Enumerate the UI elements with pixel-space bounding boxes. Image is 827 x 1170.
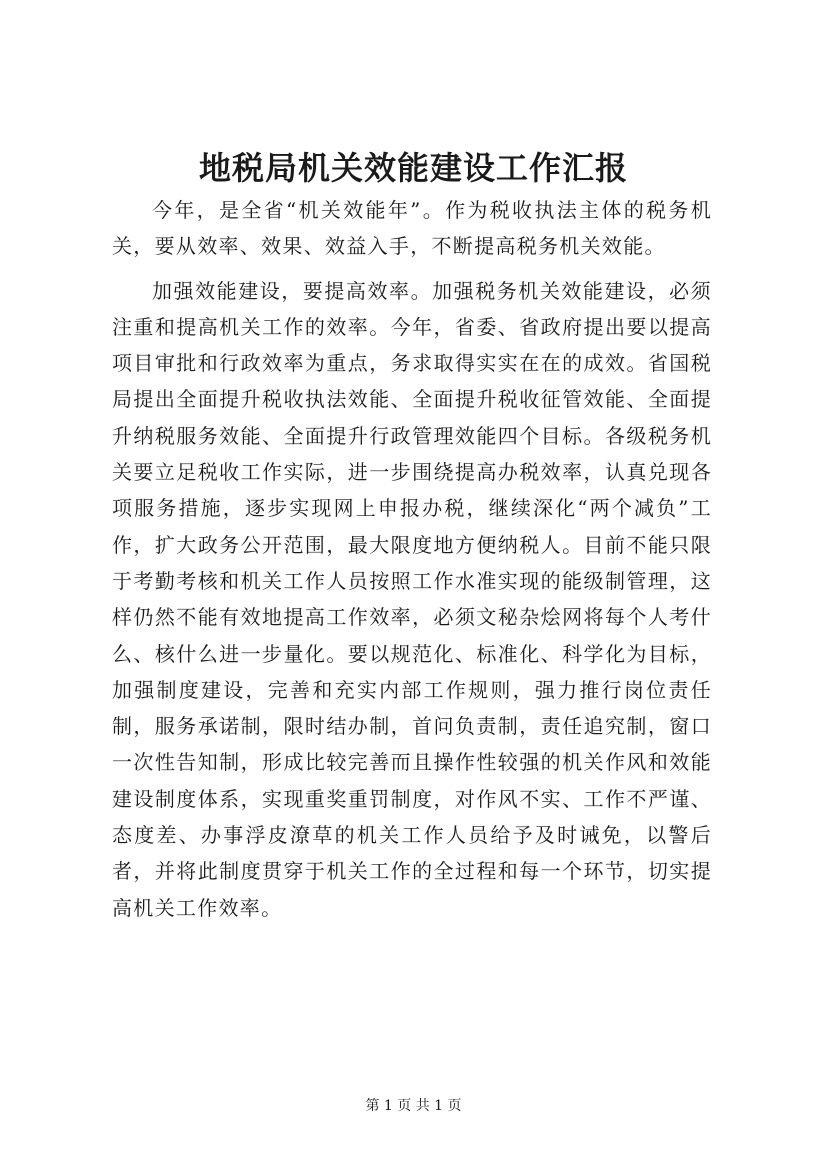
paragraph-efficiency: 加强效能建设，要提高效率。加强税务机关效能建设，必须注重和提高机关工作的效率。今年，省委、省政府提出要以提高项目审批和行政效率为重点，务求取得实实在在的成效。省国税局提出全面提升税收执法效能、全面提升税收征管效能、全面提升纳税服务效能、全面提升行政管理效能四个目标。各级税务机关要立足税收工作实际，进一步围绕提高办税效率，认真兑现各项服务措施，逐步实现网上申报办税，继续深化“两个减负”工作，扩大政务公开范围，最大限度地方便纳税人。目前不能只限于考勤考核和机关工作人员按照工作水准实现的能级制管理，这样仍然不能有效地提高工作效率，必须文秘杂烩网将每个人考什么、核什么进一步量化。要以规范化、标准化、科学化为目标，加强制度建设，完善和充实内部工作规则，强力推行岗位责任制，服务承诺制，限时结办制，首问负责制，责任追究制，窗口一次性告知制，形成比较完善而且操作性较强的机关作风和效能建设制度体系，实现重奖重罚制度，对作风不实、工作不严谨、态度差、办事浮皮潦草的机关工作人员给予及时诫免，以警后者，并将此制度贯穿于机关工作的全过程和每一个环节，切实提高机关工作效率。	[112, 278, 712, 920]
page-number-footer: 第 1 页 共 1 页	[365, 1098, 462, 1114]
paragraph-intro: 今年，是全省“机关效能年”。作为税收执法主体的税务机关，要从效率、效果、效益入手，不断提高税务机关效能。	[112, 198, 712, 259]
document-body	[112, 192, 712, 926]
document-title: 地税局机关效能建设工作汇报	[198, 149, 628, 187]
